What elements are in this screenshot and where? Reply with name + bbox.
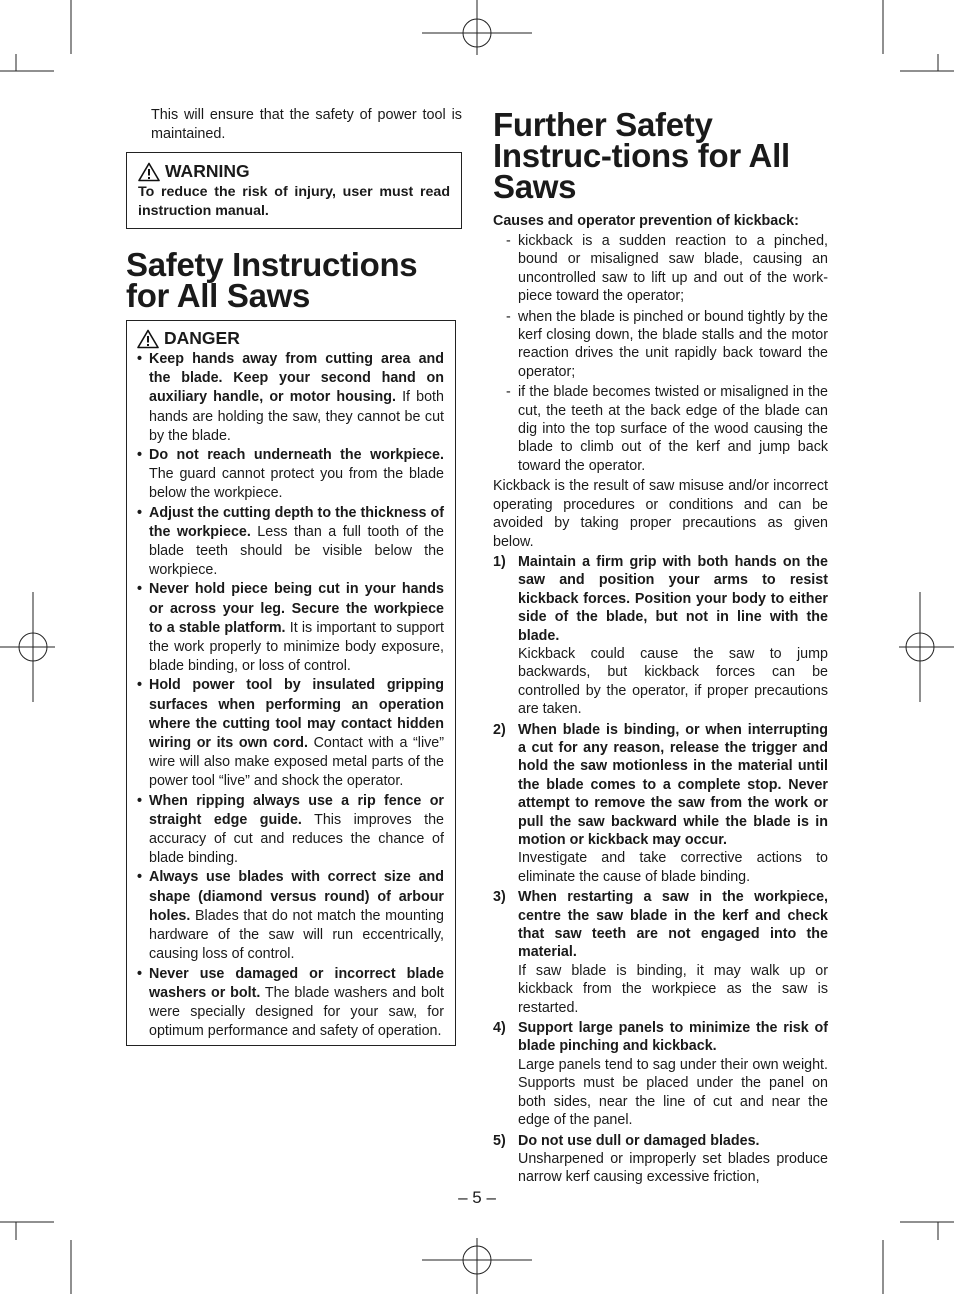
- item-bold: Always use blades with correct size and shape (diamond versus round) of arbour holes.: [149, 869, 444, 924]
- item-text: It is important to support the work properly to minimize body exposure, blade binding, or loss of control.: [149, 619, 444, 675]
- warning-heading: [138, 161, 450, 182]
- right-column: [493, 106, 828, 1189]
- list-item: [137, 965, 444, 1042]
- precautions-list: [493, 553, 828, 1187]
- item-bold: Adjust the cutting depth to the thickness of the workpiece.: [149, 504, 444, 540]
- list-item: - kickback is a sudden reaction to a pinched, bound or misaligned saw blade, causing an uncontrolled saw to lift up and out of the work-piece toward the operator;: [493, 232, 828, 306]
- item-number: 4): [493, 1020, 506, 1037]
- item-bold: When blade is binding, or when interrupting a cut for any reason, release the trigger and hold the saw motionless in the material until the blade comes to a complete stop. Never attempt to remove the saw from the work or pull the saw backward while the blade is in motion or kickback may occur.: [518, 721, 828, 848]
- danger-heading: [137, 328, 444, 349]
- item-text: Blades that do not match the mounting hardware of the saw will run eccentrically, causing loss of control.: [149, 907, 444, 963]
- intro-text: This will ensure that the safety of power tool is maintained.: [151, 107, 462, 142]
- left-column: [126, 106, 462, 1046]
- section-title-further: Further Safety Instruc-tions for All Saws: [493, 106, 790, 205]
- list-item: [137, 580, 444, 676]
- list-item: [137, 792, 444, 869]
- kickback-paragraph: Kickback is the result of saw misuse and/or incorrect operating procedures or conditions and can be avoided by taking proper precautions as given below.: [493, 478, 828, 550]
- item-bold: When ripping always use a rip fence or straight edge guide.: [149, 792, 444, 828]
- item-bold: Support large panels to minimize the risk of blade pinching and kickback.: [518, 1020, 828, 1055]
- warning-triangle-icon: [138, 162, 160, 182]
- item-text: The guard cannot protect you from the blade below the workpiece.: [149, 466, 444, 502]
- list-item: [493, 553, 828, 719]
- danger-box: [126, 320, 456, 1046]
- item-text: Large panels tend to sag under their own weight. Supports must be placed under the panel on both sides, near the line of cut and near the edge of the panel.: [518, 1056, 828, 1129]
- item-bold: Keep hands away from cutting area and the blade. Keep your second hand on auxiliary handle, or motor housing.: [149, 351, 444, 406]
- item-bold: Never use damaged or incorrect blade washers or bolt.: [149, 965, 444, 1001]
- item-number: 2): [493, 721, 506, 738]
- list-item: [493, 888, 828, 1017]
- item-bold: When restarting a saw in the workpiece, centre the saw blade in the kerf and check that saw teeth are not engaged into the material.: [518, 889, 828, 961]
- kickback-causes-list: [493, 232, 828, 475]
- danger-label: DANGER: [164, 328, 240, 348]
- item-text: This improves the accuracy of cut and reduces the chance of blade binding.: [149, 811, 444, 867]
- list-item: [493, 1019, 828, 1129]
- warning-text: To reduce the risk of injury, user must read instruction manual.: [138, 184, 450, 219]
- item-text: If saw blade is binding, it may walk up or kickback from the workpiece as the saw is restarted.: [518, 962, 828, 1016]
- kickback-subheading: Causes and operator prevention of kickback:: [493, 213, 799, 229]
- item-bold: Never hold piece being cut in your hands or across your leg. Secure the workpiece to a stable platform.: [149, 581, 444, 636]
- warning-box: [126, 152, 462, 229]
- list-item: [493, 1132, 828, 1187]
- item-text: Unsharpened or improperly set blades produce narrow kerf causing excessive friction,: [518, 1150, 828, 1186]
- item-text: Investigate and take corrective actions to eliminate the cause of blade binding.: [518, 850, 828, 885]
- item-bold: Do not reach underneath the workpiece.: [149, 447, 444, 464]
- list-item: [137, 350, 444, 446]
- list-item: [137, 676, 444, 791]
- item-text: The blade washers and bolt were specially designed for your saw, for optimum performance and safety of operation.: [149, 984, 444, 1040]
- item-text: If both hands are holding the saw, they cannot be cut by the blade.: [149, 389, 444, 444]
- list-item: [493, 721, 828, 887]
- list-item: [137, 446, 444, 504]
- warning-triangle-icon: [137, 329, 159, 349]
- item-bold: Hold power tool by insulated gripping surfaces when performing an operation where the cutting tool may contact hidden wiring or its own cord.: [149, 677, 444, 752]
- list-item: [137, 504, 444, 581]
- item-number: 3): [493, 889, 506, 906]
- danger-list: [137, 350, 444, 1041]
- item-bold: Maintain a firm grip with both hands on the saw and position your arms to resist kickback forces. Position your body to either side of the blade, but not in line with the blade.: [518, 553, 828, 644]
- item-number: 1): [493, 553, 506, 570]
- section-title-safety: Safety Instructions for All Saws: [126, 246, 418, 314]
- item-bold: Do not use dull or damaged blades.: [518, 1132, 760, 1149]
- list-item: - if the blade becomes twisted or misaligned in the cut, the teeth at the back edge of the blade can dig into the top surface of the wood causing the blade to climb out of the kerf and jump back toward the operator.: [493, 383, 828, 475]
- page-number: – 5 –: [458, 1188, 496, 1207]
- list-item: [137, 868, 444, 964]
- item-text: Contact with a “live” wire will also make exposed metal parts of the power tool “live” and shock the operator.: [149, 735, 444, 790]
- warning-label: WARNING: [165, 161, 250, 181]
- item-number: 5): [493, 1132, 506, 1149]
- item-text: Kickback could cause the saw to jump backwards, but kickback forces can be controlled by the operator, if proper precautions are taken.: [518, 645, 828, 718]
- item-text: Less than a full tooth of the blade teeth should be visible below the workpiece.: [149, 523, 444, 579]
- list-item: - when the blade is pinched or bound tightly by the kerf closing down, the blade stalls and the motor reaction drives the unit rapidly back toward the operator;: [493, 308, 828, 382]
